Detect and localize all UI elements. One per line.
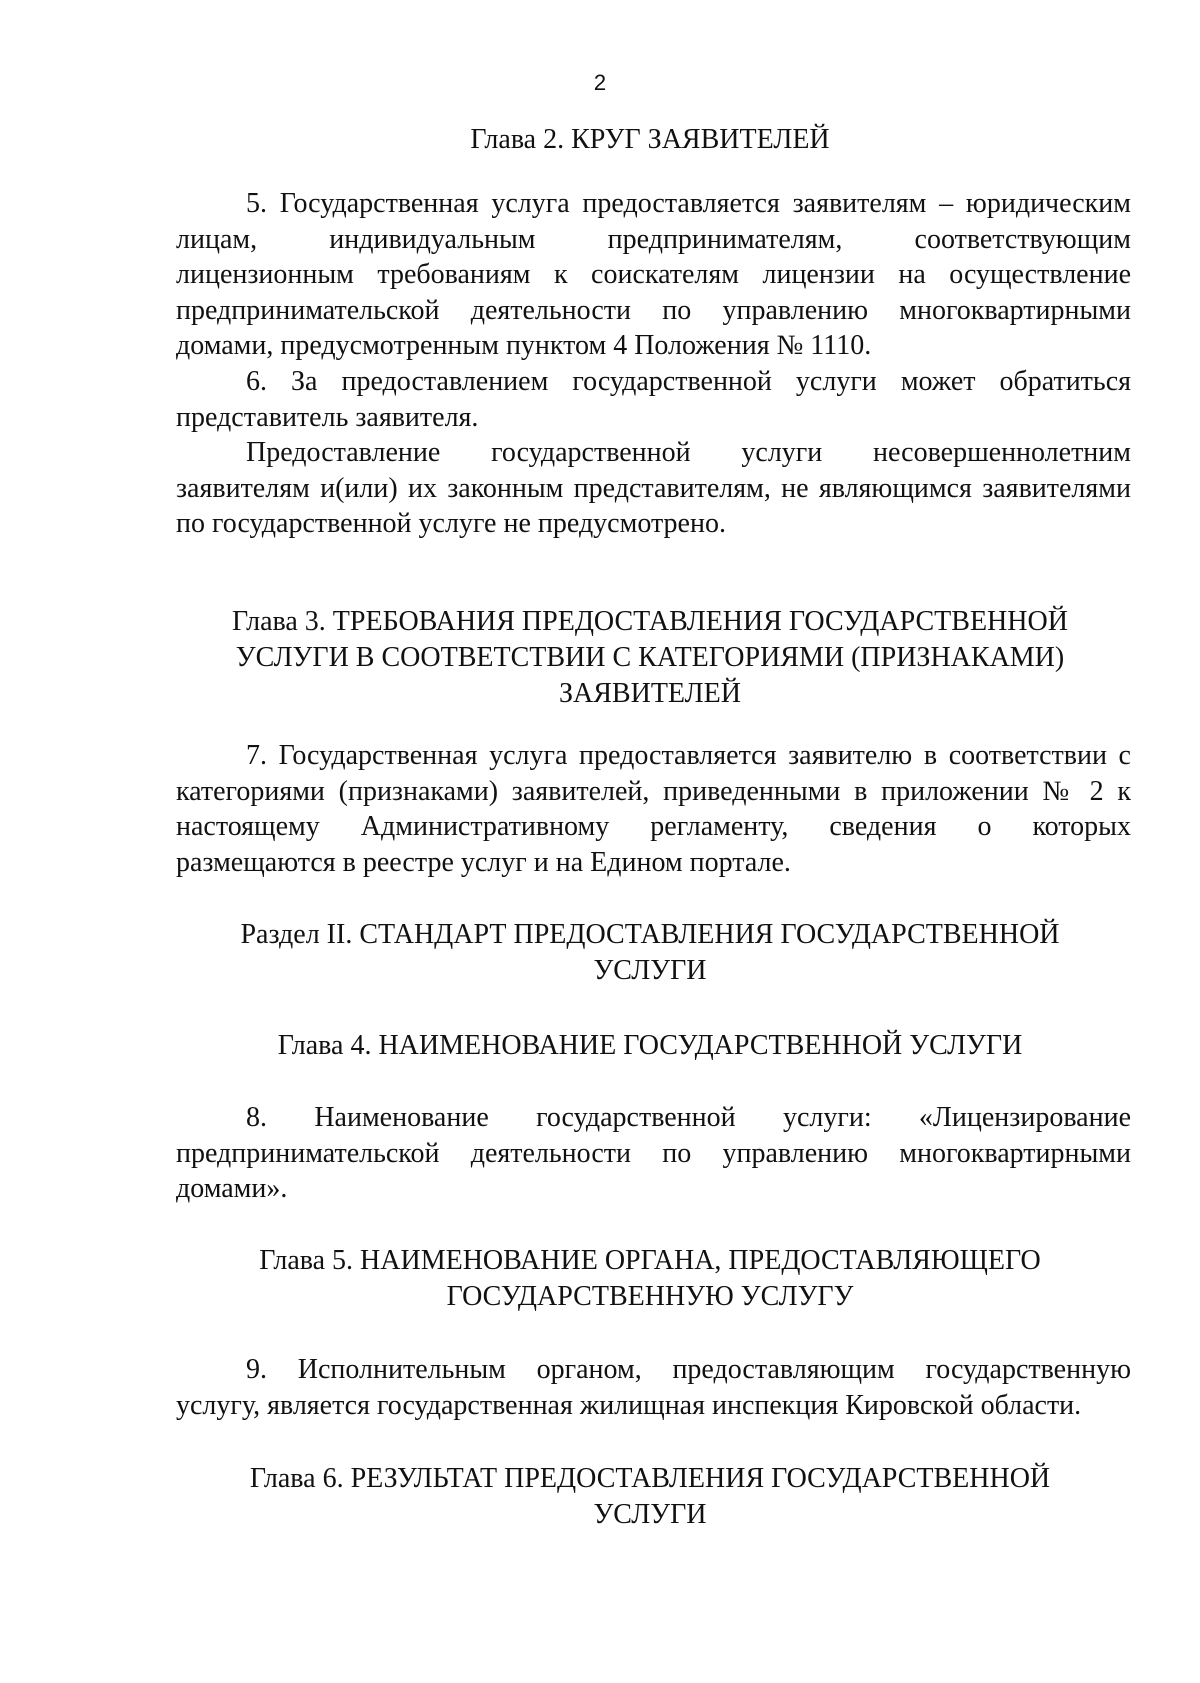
paragraph-7-line-4: размещаются в реестре услуг и на Едином портале. [176,846,791,878]
paragraph-9 [176,1352,1131,1423]
paragraph-8-line-1: 8. Наименование государственной услуги: «Лицензирование [246,1102,1131,1133]
chapter-3-heading-line-1: Глава 3. ТРЕБОВАНИЯ ПРЕДОСТАВЛЕНИЯ ГОСУДАРСТВЕННОЙ [232,606,1068,637]
paragraph-8-line-3: домами». [176,1173,288,1204]
paragraph-5-line-1: 5. Государственная услуга предоставляется заявителям – юридическим [246,188,1131,219]
paragraph-6-second [176,435,1131,542]
chapter-4-heading: Глава 4. НАИМЕНОВАНИЕ ГОСУДАРСТВЕННОЙ УСЛУГИ [277,1030,1023,1061]
paragraph-6 [176,364,1131,435]
paragraph-6-second-line-3: по государственной услуге не предусмотрено. [176,508,726,539]
section-2-heading-line-2: УСЛУГИ [593,955,707,986]
chapter-2-heading: Глава 2. КРУГ ЗАЯВИТЕЛЕЙ [470,124,830,155]
chapter-5-heading [170,1243,1130,1315]
chapter-6-heading-line-2: УСЛУГИ [593,1499,707,1530]
paragraph-5-line-4: предпринимательской деятельности по управлению многоквартирными [176,294,1131,326]
paragraph-5-line-5: домами, предусмотренным пунктом 4 Положения № 1110. [176,330,872,361]
paragraph-6-line-1: 6. За предоставлением государственной услуги может обратиться [246,366,1131,397]
chapter-5-heading-line-1: Глава 5. НАИМЕНОВАНИЕ ОРГАНА, ПРЕДОСТАВЛЯЮЩЕГО [259,1245,1041,1276]
paragraph-6-line-2: представитель заявителя. [176,401,479,433]
chapter-6-heading-line-1: Глава 6. РЕЗУЛЬТАТ ПРЕДОСТАВЛЕНИЯ ГОСУДАРСТВЕННОЙ [249,1463,1051,1494]
paragraph-7 [176,738,1131,880]
paragraph-8 [176,1100,1131,1207]
section-2-heading [170,917,1130,989]
chapter-3-heading [170,604,1130,712]
paragraph-9-line-1: 9. Исполнительным органом, предоставляющим государственную [246,1354,1131,1385]
chapter-5-heading-line-2: ГОСУДАРСТВЕННУЮ УСЛУГУ [446,1281,854,1312]
paragraph-7-line-1: 7. Государственная услуга предоставляется заявителю в соответствии с [246,740,1131,771]
section-2-heading-line-1: Раздел II. СТАНДАРТ ПРЕДОСТАВЛЕНИЯ ГОСУДАРСТВЕННОЙ [240,919,1060,950]
chapter-6-heading [170,1461,1130,1533]
paragraph-6-second-line-1: Предоставление государственной услуги несовершеннолетним [246,437,1131,468]
paragraph-9-line-2: услугу, является государственная жилищная инспекция Кировской области. [176,1389,1082,1421]
paragraph-5-line-3: лицензионным требованиям к соискателям лицензии на осуществление [176,259,1131,290]
paragraph-7-line-3: настоящему Административному регламенту, сведения о которых [176,811,1131,842]
page-number: 2 [593,70,607,95]
paragraph-5 [176,186,1131,364]
paragraph-8-line-2: предпринимательской деятельности по управлению многоквартирными [176,1137,1131,1169]
paragraph-7-line-2: категориями (признаками) заявителей, приведенными в приложении № 2 к [176,775,1131,807]
paragraph-6-second-line-2: заявителям и(или) их законным представителям, не являющимся заявителями [176,472,1131,504]
chapter-3-heading-line-3: ЗАЯВИТЕЛЕЙ [559,678,741,709]
chapter-3-heading-line-2: УСЛУГИ В СООТВЕТСТВИИ С КАТЕГОРИЯМИ (ПРИЗНАКАМИ) [235,642,1065,673]
paragraph-5-line-2: лицам, индивидуальным предпринимателям, соответствующим [176,223,1131,255]
